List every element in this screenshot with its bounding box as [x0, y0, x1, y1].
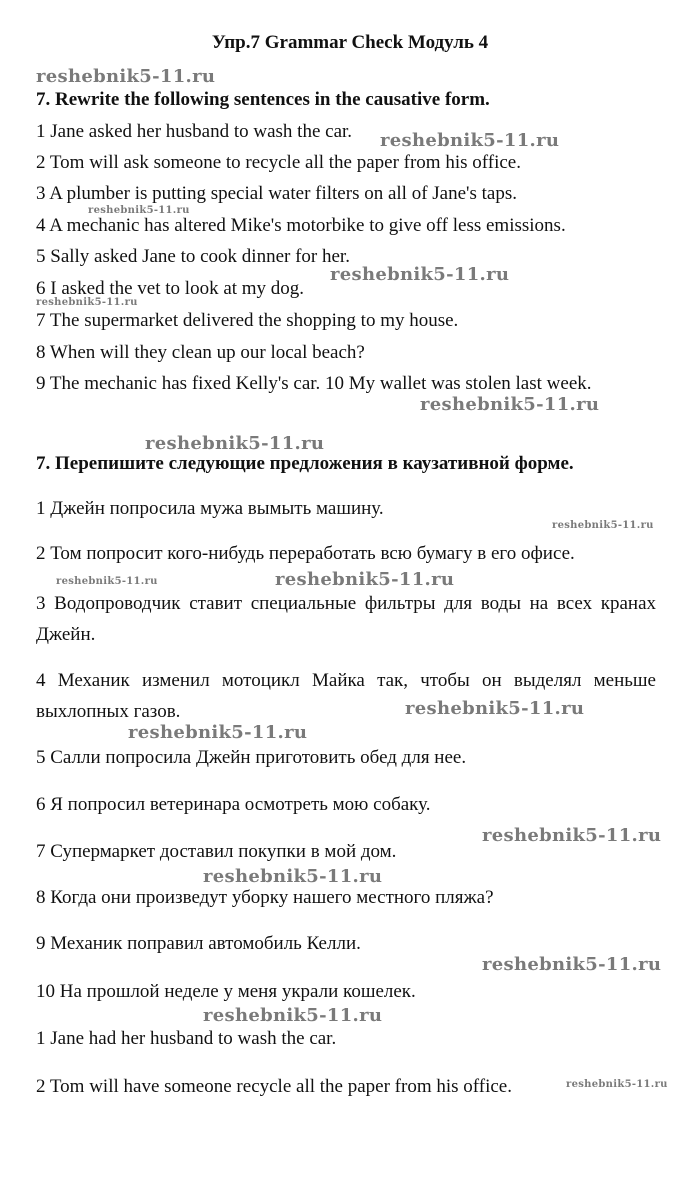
- page-title: Упр.7 Grammar Check Модуль 4: [211, 32, 489, 53]
- english-sentence-3: 3 A plumber is putting special water filters on all of Jane's taps.: [36, 183, 517, 204]
- watermark: reshebnik5-11.ru: [420, 394, 600, 415]
- watermark: reshebnik5-11.ru: [566, 1079, 668, 1090]
- english-sentence-2: 2 Tom will ask someone to recycle all the paper from his office.: [36, 152, 521, 173]
- watermark: reshebnik5-11.ru: [275, 569, 455, 590]
- english-sentence-9-10: 9 The mechanic has fixed Kelly's car. 10 My wallet was stolen last week.: [36, 373, 592, 394]
- watermark: reshebnik5-11.ru: [203, 866, 383, 887]
- watermark: reshebnik5-11.ru: [330, 264, 510, 285]
- watermark: reshebnik5-11.ru: [36, 66, 216, 87]
- watermark: reshebnik5-11.ru: [36, 297, 138, 308]
- answer-2: 2 Tom will have someone recycle all the paper from his office.: [36, 1076, 512, 1097]
- russian-sentence-8: 8 Когда они произведут уборку нашего местного пляжа?: [36, 887, 494, 908]
- russian-sentence-5: 5 Салли попросила Джейн приготовить обед для нее.: [36, 747, 467, 768]
- watermark: reshebnik5-11.ru: [128, 722, 308, 743]
- russian-sentence-10: 10 На прошлой неделе у меня украли кошелек.: [36, 981, 416, 1002]
- russian-sentence-4: 4 Механик изменил мотоцикл Майка так, чтобы он выделял меньше выхлопных газов.: [36, 670, 656, 722]
- russian-sentence-9: 9 Механик поправил автомобиль Келли.: [36, 933, 361, 954]
- english-sentence-5: 5 Sally asked Jane to cook dinner for her.: [36, 246, 350, 267]
- watermark: reshebnik5-11.ru: [203, 1005, 383, 1026]
- russian-sentence-2: 2 Том попросит кого-нибудь переработать всю бумагу в его офисе.: [36, 543, 575, 564]
- watermark: reshebnik5-11.ru: [88, 205, 190, 216]
- answer-1: 1 Jane had her husband to wash the car.: [36, 1028, 337, 1049]
- russian-sentence-7: 7 Супермаркет доставил покупки в мой дом.: [36, 841, 397, 862]
- watermark: reshebnik5-11.ru: [145, 433, 325, 454]
- watermark: reshebnik5-11.ru: [405, 698, 585, 719]
- russian-sentence-6: 6 Я попросил ветеринара осмотреть мою собаку.: [36, 794, 431, 815]
- english-sentence-6: 6 I asked the vet to look at my dog.: [36, 278, 305, 299]
- watermark: reshebnik5-11.ru: [552, 520, 654, 531]
- english-sentence-4: 4 A mechanic has altered Mike's motorbike to give off less emissions.: [36, 215, 566, 236]
- watermark: reshebnik5-11.ru: [482, 825, 662, 846]
- english-sentence-1: 1 Jane asked her husband to wash the car.: [36, 121, 353, 142]
- russian-sentence-1: 1 Джейн попросила мужа вымыть машину.: [36, 498, 384, 519]
- russian-task-heading: 7. Перепишите следующие предложения в каузативной форме.: [36, 453, 574, 474]
- english-sentence-8: 8 When will they clean up our local beach?: [36, 342, 365, 363]
- watermark: reshebnik5-11.ru: [380, 130, 560, 151]
- russian-sentence-3: 3 Водопроводчик ставит специальные фильтры для воды на всех кранах Джейн.: [36, 593, 656, 645]
- watermark: reshebnik5-11.ru: [482, 954, 662, 975]
- english-sentence-7: 7 The supermarket delivered the shopping to my house.: [36, 310, 459, 331]
- english-task-heading: 7. Rewrite the following sentences in the causative form.: [36, 89, 490, 110]
- watermark: reshebnik5-11.ru: [56, 576, 158, 587]
